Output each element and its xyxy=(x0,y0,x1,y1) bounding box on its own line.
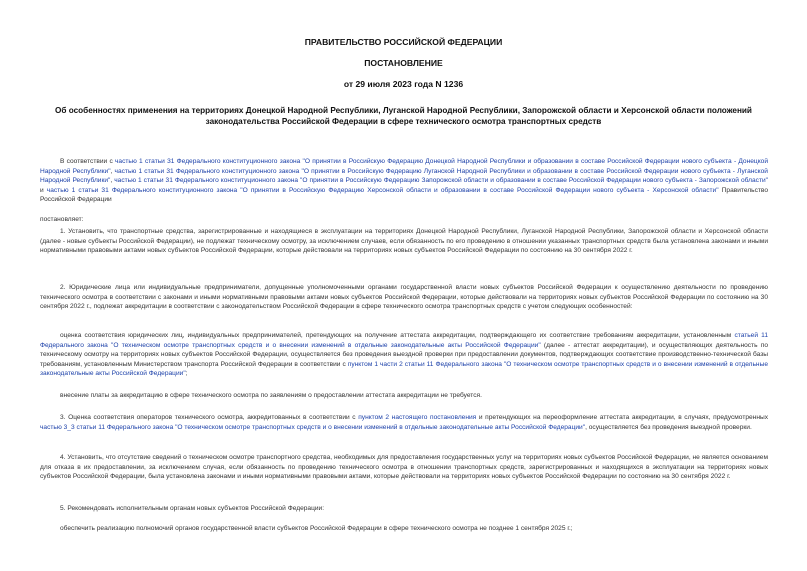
preamble-text: и xyxy=(40,186,47,194)
decree-word: постановляет: xyxy=(40,216,84,223)
item-3-paragraph xyxy=(40,413,768,432)
paragraph-text: ; xyxy=(185,370,188,378)
preamble-text: , xyxy=(110,167,115,175)
preamble-text: Правительство Российской Федерации xyxy=(40,186,769,204)
paragraph-text: 3. Оценка соответствия операторов технического осмотра, аккредитованных в соответствии с xyxy=(60,414,359,421)
government-heading: ПРАВИТЕЛЬСТВО РОССИЙСКОЙ ФЕДЕРАЦИИ xyxy=(304,37,503,47)
document-title: Об особенностях применения на территориях Донецкой Народной Республики, Луганской Народной Республики, Запорожской области и Херсонской области положений законодательства Российской Федерации в сфере технического осмотра транспортных средств xyxy=(55,106,752,126)
law-link-lnr[interactable]: частью 1 статьи 31 Федерального конституционного закона "О принятии в Российскую Федерацию Луганской Народной Республики и образовании в составе Российской Федерации нового субъекта - Луганской Народной Республики" xyxy=(40,167,768,185)
item-4-paragraph: 4. Установить, что отсутствие сведений о техническом осмотре транспортного средства, необходимых для предоставления государственных услуг на территориях новых субъектов Российской Федерации, не является основанием для отказа в их предоставлении, за исключением случая, если обязанность по проведению технического осмотра в отношении транспортных средств, зарегистрированных и находящихся в эксплуатации на территориях новых субъектов Российской Федерации, была установлена законами и иными нормативными правовыми актами, которые действовали на территориях новых субъектов Российской Федерации по состоянию на 30 сентября 2022 г. xyxy=(40,454,768,481)
preamble-text: В соответствии с xyxy=(60,158,115,165)
date-number-heading: от 29 июля 2023 года N 1236 xyxy=(343,79,464,89)
item-5-paragraph: 5. Рекомендовать исполнительным органам новых субъектов Российской Федерации: xyxy=(60,505,325,512)
law-link-kherson[interactable]: частью 1 статьи 31 Федерального конституционного закона "О принятии в Российскую Федерацию Херсонской области и образовании в составе Российской Федерации нового субъекта - Херсонской области" xyxy=(46,186,719,194)
law-link-zaporozhye[interactable]: частью 1 статьи 31 Федерального конституционного закона "О принятии в Российскую Федерацию Запорожской области и образовании в составе Российской Федерации нового субъекта - Запорожской области" xyxy=(114,177,768,185)
preamble-paragraph xyxy=(40,157,768,205)
decree-item-2-link[interactable]: пунктом 2 настоящего постановления xyxy=(358,414,477,421)
law-link-article-11-part-2[interactable]: пунктом 1 части 2 статьи 11 Федерального закона "О техническом осмотре транспортных средств и о внесении изменений в отдельные законодательные акты Российской Федерации" xyxy=(40,360,768,378)
paragraph-text: и претендующих на переоформление аттестата аккредитации, в случаях, предусмотренных xyxy=(476,414,769,421)
paragraph-text: (далее - аттестат аккредитации), и осуществляющих деятельность по техническому осмотру на территориях новых субъектов Российской Федерации, осуществляется без проведения выездной проверки при предоставлении документов, подтверждающих соответствие производственно-технической базы требованиям, установленным Министерством транспорта Российской Федерации в соответствии с xyxy=(40,341,768,368)
law-link-part-3-3[interactable]: частью 3_3 статьи 11 Федерального закона "О техническом осмотре транспортных средств и о внесении изменений в отдельные законодательные акты Российской Федерации" xyxy=(40,423,586,431)
law-link-dnr[interactable]: частью 1 статьи 31 Федерального конституционного закона "О принятии в Российскую Федерацию Донецкой Народной Республики и образовании в составе Российской Федерации нового субъекта - Донецкой Народной Республики" xyxy=(40,158,768,175)
item-1-paragraph: 1. Установить, что транспортные средства, зарегистрированные и находящиеся в эксплуатации на территориях Донецкой Народной Республики, Луганской Народной Республики, Запорожской области и Херсонской области (далее - новые субъекты Российской Федерации), не подлежат техническому осмотру, за исключением случаев, если обязанность по его проведению в отношении указанных транспортных средств была установлена законами и иными нормативными правовыми актами новых субъектов Российской Федерации, которые действовали на территориях новых субъектов Российской Федерации по состоянию на 30 сентября 2022 г. xyxy=(40,228,768,255)
item-2-paragraph: 2. Юридические лица или индивидуальные предприниматели, допущенные уполномоченными органами государственной власти новых субъектов Российской Федерации к осуществлению деятельности по проведению технического осмотра в соответствии с законами и иными нормативными правовыми актами новых субъектов Российской Федерации, которые действовали на территориях новых субъектов Российской Федерации по состоянию на 30 сентября 2022 г., подлежат аккредитации в соответствии с законодательством Российской Федерации в сфере технического осмотра транспортных средств с учетом следующих особенностей: xyxy=(40,284,768,311)
item-5a-paragraph: обеспечить реализацию полномочий органов государственной власти субъектов Российской Федерации в сфере технического осмотра не позднее 1 сентября 2025 г.; xyxy=(60,525,573,532)
item-2a-paragraph xyxy=(40,331,768,379)
paragraph-text: , осуществляется без проведения выездной проверки. xyxy=(585,423,752,431)
document-type-heading: ПОСТАНОВЛЕНИЕ xyxy=(364,58,443,68)
law-link-article-11[interactable]: статьей 11 Федерального закона "О техническом осмотре транспортных средств и о внесении изменений в отдельные законодательные акты Российской Федерации" xyxy=(40,332,768,349)
item-2b-paragraph: внесение платы за аккредитацию в сфере технического осмотра по заявлениям о предоставлении аттестата аккредитации не требуется. xyxy=(60,392,482,399)
preamble-text: , xyxy=(110,177,115,185)
paragraph-text: оценка соответствия юридических лиц, индивидуальных предпринимателей, претендующих на получение аттестата аккредитации, подтверждающего их соответствие требованиям аккредитации, установленным xyxy=(60,332,735,339)
